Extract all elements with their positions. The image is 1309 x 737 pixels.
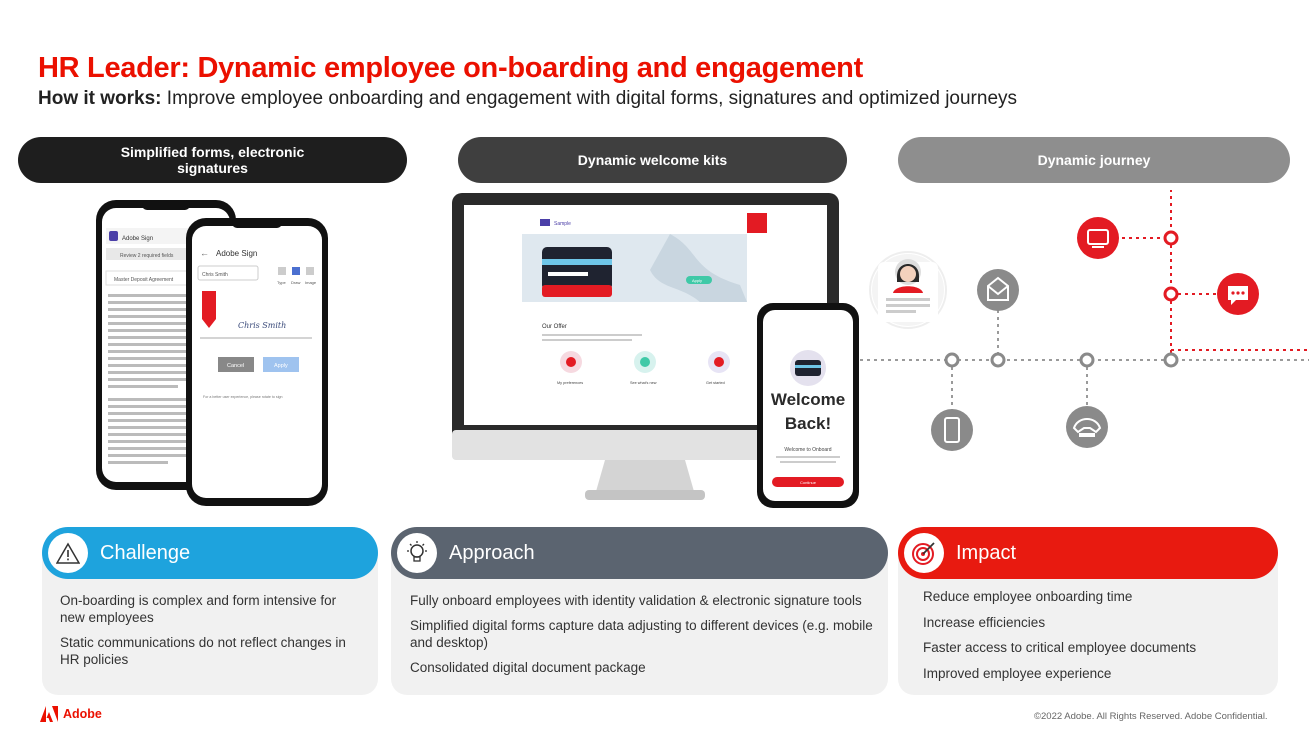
pillar-welcome-kits bbox=[458, 137, 847, 183]
pillar-dynamic-journey bbox=[898, 137, 1290, 183]
offer-title: Our Offer bbox=[542, 324, 567, 330]
list-item: On-boarding is complex and form intensive for new employees bbox=[60, 593, 337, 625]
doc-title: Master Deposit Agreement bbox=[114, 277, 174, 283]
impact-list bbox=[923, 588, 1263, 690]
welcome-back-line2: Back! bbox=[784, 414, 832, 433]
impact-header bbox=[898, 527, 1278, 579]
name-field: Chris Smith bbox=[202, 272, 228, 278]
feature-label: See what's new bbox=[630, 381, 657, 385]
list-item: Increase efficiencies bbox=[923, 614, 1046, 630]
email-icon bbox=[977, 269, 1019, 311]
rotate-hint: For a better user experience, please rotate to sign bbox=[203, 395, 283, 399]
copyright: ©2022 Adobe. All Rights Reserved. Adobe Confidential. bbox=[1034, 711, 1268, 722]
list-item: Simplified digital forms capture data adjusting to different devices (e.g. mobile and desktop) bbox=[410, 618, 873, 650]
subtitle-lead: How it works: bbox=[38, 88, 162, 109]
cancel-button: Cancel bbox=[227, 363, 245, 369]
phones-illustration bbox=[92, 196, 337, 508]
approach-title: Approach bbox=[449, 541, 535, 564]
challenge-list bbox=[60, 592, 360, 676]
monitor-brand: Sample bbox=[554, 221, 571, 227]
feature-label: Get started bbox=[706, 381, 725, 385]
welcome-sub: Welcome to Onboard bbox=[784, 447, 832, 453]
list-item: Consolidated digital document package bbox=[410, 660, 646, 675]
required-fields: Review 2 required fields bbox=[120, 253, 174, 259]
lightbulb-icon bbox=[397, 533, 437, 573]
front-phone-app: Adobe Sign bbox=[216, 249, 258, 258]
warning-icon bbox=[48, 533, 88, 573]
page-subtitle bbox=[38, 88, 1017, 110]
adobe-wordmark: Adobe bbox=[63, 707, 102, 721]
list-item: Faster access to critical employee documents bbox=[923, 640, 1197, 655]
page-title: HR Leader: Dynamic employee on-boarding and engagement bbox=[38, 52, 863, 84]
feature-label: My preferences bbox=[557, 381, 584, 385]
monitor-illustration bbox=[450, 190, 860, 512]
signature: Chris Smith bbox=[238, 321, 287, 330]
adobe-logo bbox=[40, 706, 102, 722]
tab-type: Type bbox=[277, 280, 286, 285]
continue-button: Continue bbox=[799, 480, 817, 485]
apply-button: Apply bbox=[274, 363, 288, 369]
video-call-icon bbox=[1077, 217, 1119, 259]
journey-diagram bbox=[860, 190, 1309, 462]
challenge-title: Challenge bbox=[100, 541, 191, 564]
svg-text:←: ← bbox=[200, 248, 209, 258]
adobe-logo-icon bbox=[40, 706, 58, 722]
list-item: Fully onboard employees with identity validation & electronic signature tools bbox=[410, 593, 862, 608]
monitor-badge: Apply bbox=[692, 278, 703, 283]
list-item: Improved employee experience bbox=[923, 665, 1112, 681]
mobile-icon bbox=[931, 409, 973, 451]
pillar-label: Dynamic journey bbox=[1037, 152, 1151, 168]
tab-image: Image bbox=[305, 280, 317, 285]
pillar-label: Dynamic welcome kits bbox=[577, 152, 728, 168]
tab-draw: Draw bbox=[291, 280, 301, 285]
list-item: Reduce employee onboarding time bbox=[923, 589, 1133, 604]
welcome-back-line1: Welcome bbox=[770, 390, 846, 409]
pillar-label: Simplified forms, electronic signatures bbox=[120, 144, 305, 176]
pillar-forms-signatures bbox=[18, 137, 407, 183]
list-item: Static communications do not reflect changes in HR policies bbox=[60, 635, 346, 667]
challenge-header bbox=[42, 527, 378, 579]
subtitle-text: Improve employee onboarding and engagement with digital forms, signatures and optimized journeys bbox=[161, 88, 1018, 109]
approach-list bbox=[410, 592, 880, 684]
target-icon bbox=[904, 533, 944, 573]
impact-title: Impact bbox=[956, 541, 1017, 564]
back-phone-app: Adobe Sign bbox=[122, 236, 154, 242]
approach-header bbox=[391, 527, 888, 579]
